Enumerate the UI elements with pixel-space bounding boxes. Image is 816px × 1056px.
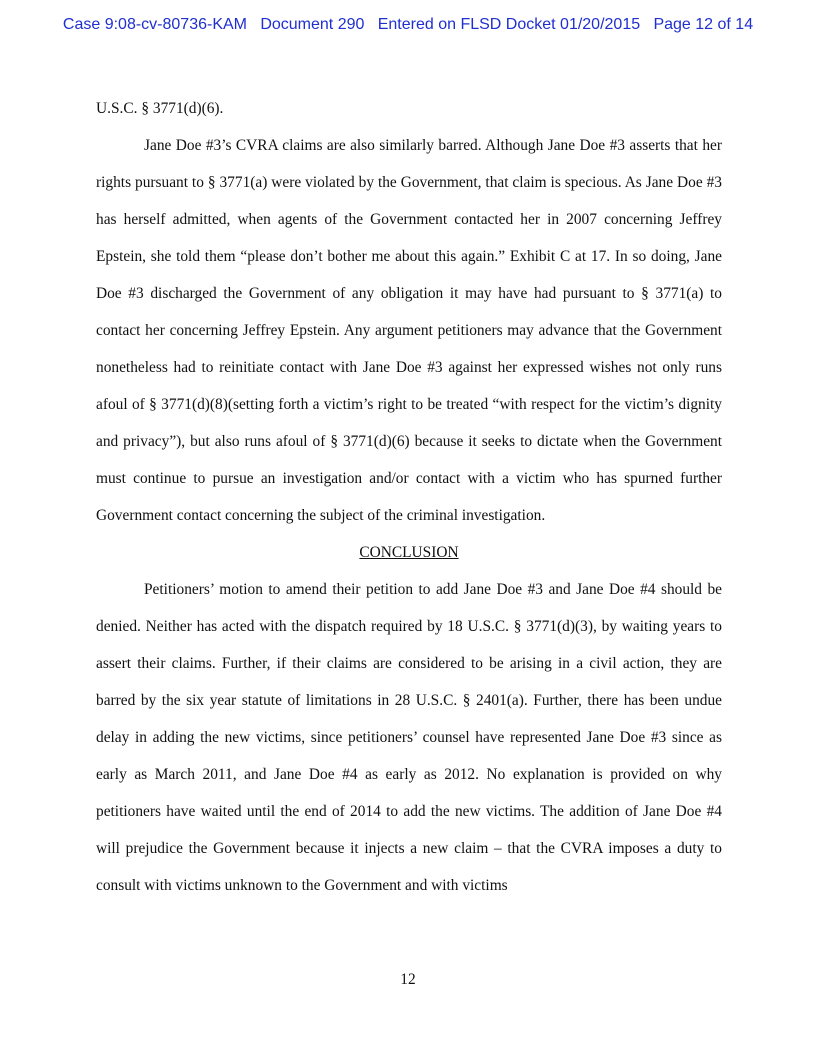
conclusion-heading: CONCLUSION [359, 544, 459, 561]
paragraph-cvra-claims: Jane Doe #3’s CVRA claims are also similarly barred. Although Jane Doe #3 asserts that her rights pursuant to § 3771(a) were violated by the Government, that claim is specious. As Jane Doe #3 has herself admitted, when agents of the Government contacted her in 2007 concerning Jeffrey Epstein, she told them “please don’t bother me about this again.” Exhibit C at 17. In so doing, Jane Doe #3 discharged the Government of any obligation it may have had pursuant to § 3771(a) to contact her concerning Jeffrey Epstein. Any argument petitioners may advance that the Government nonetheless had to reinitiate contact with Jane Doe #3 against her expressed wishes not only runs afoul of § 3771(d)(8)(setting forth a victim’s right to be treated “with respect for the victim’s dignity and privacy”), but also runs afoul of § 3771(d)(6) because it seeks to dictate when the Government must continue to pursue an investigation and/or contact with a victim who has spurned further Government contact concerning the subject of the criminal investigation. [96, 137, 722, 524]
paragraph-conclusion: Petitioners’ motion to amend their petition to add Jane Doe #3 and Jane Doe #4 should be denied. Neither has acted with the dispatch required by 18 U.S.C. § 3771(d)(3), by waiting years to assert their claims. Further, if their claims are considered to be arising in a civil action, they are barred by the six year statute of limitations in 28 U.S.C. § 2401(a). Further, there has been undue delay in adding the new victims, since petitioners’ counsel have represented Jane Doe #3 since as early as March 2011, and Jane Doe #4 as early as 2012. No explanation is provided on why petitioners have waited until the end of 2014 to add the new victims. The addition of Jane Doe #4 will prejudice the Government because it injects a new claim – that the CVRA imposes a duty to consult with victims unknown to the Government and with victims [96, 581, 722, 894]
document-body [96, 90, 722, 904]
continuation-line: U.S.C. § 3771(d)(6). [96, 100, 224, 117]
docket-header-stamp: Case 9:08-cv-80736-KAM Document 290 Entered on FLSD Docket 01/20/2015 Page 12 of 14 [62, 16, 754, 33]
page-number: 12 [400, 971, 416, 988]
